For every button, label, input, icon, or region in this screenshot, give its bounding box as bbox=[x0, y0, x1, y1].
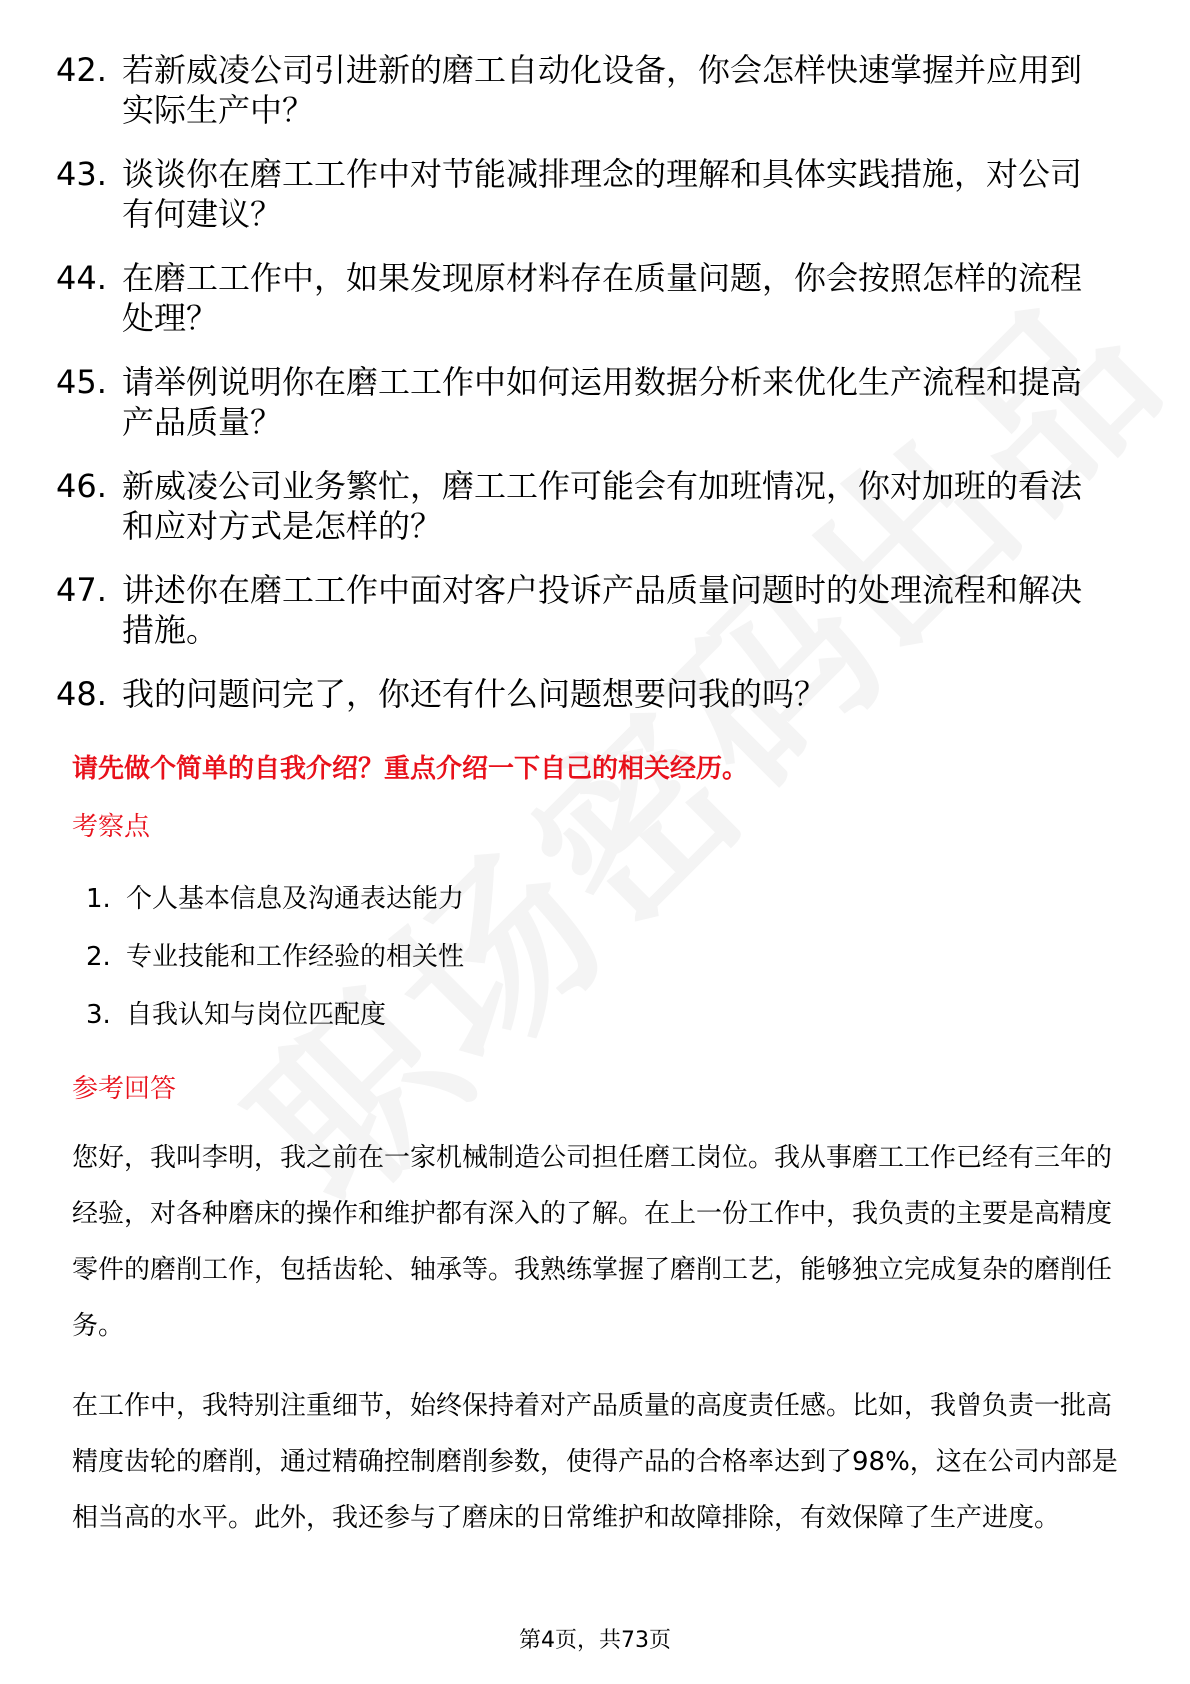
examine-points-label: 考察点 bbox=[72, 812, 151, 842]
question-item bbox=[56, 674, 1106, 714]
question-text: 请举例说明你在磨工工作中如何运用数据分析来优化生产流程和提高产品质量？ bbox=[122, 363, 1083, 441]
list-item-text: 专业技能和工作经验的相关性 bbox=[126, 942, 465, 972]
question-text: 我的问题问完了，你还有什么问题想要问我的吗？ bbox=[122, 675, 827, 713]
question-item bbox=[56, 570, 1106, 650]
question-number: 44. bbox=[56, 259, 107, 297]
question-number: 43. bbox=[56, 155, 107, 193]
question-item bbox=[56, 50, 1106, 130]
answer-paragraph: 您好，我叫李明，我之前在一家机械制造公司担任磨工岗位。我从事磨工工作已经有三年的经验，对各种磨床的操作和维护都有深入的了解。在上一份工作中，我负责的主要是高精度零件的磨削工作，包括齿轮、轴承等。我熟练掌握了磨削工艺，能够独立完成复杂的磨削任务。 bbox=[72, 1143, 1113, 1341]
question-text: 在磨工工作中，如果发现原材料存在质量问题，你会按照怎样的流程处理？ bbox=[122, 259, 1083, 337]
list-item bbox=[86, 998, 464, 1056]
question-number: 42. bbox=[56, 51, 107, 89]
question-number: 45. bbox=[56, 363, 107, 401]
list-item-number: 2. bbox=[86, 942, 111, 972]
list-item-number: 3. bbox=[86, 1000, 111, 1030]
page-footer: 第4页，共73页 bbox=[519, 1628, 671, 1653]
question-item bbox=[56, 466, 1106, 546]
list-item bbox=[86, 940, 464, 998]
question-text: 讲述你在磨工工作中面对客户投诉产品质量问题时的处理流程和解决措施。 bbox=[122, 571, 1083, 649]
list-item bbox=[86, 882, 464, 940]
question-text: 若新威凌公司引进新的磨工自动化设备，你会怎样快速掌握并应用到实际生产中？ bbox=[122, 51, 1083, 129]
question-number: 46. bbox=[56, 467, 107, 505]
list-item-text: 自我认知与岗位匹配度 bbox=[126, 1000, 387, 1030]
question-text: 新威凌公司业务繁忙，磨工工作可能会有加班情况，你对加班的看法和应对方式是怎样的？ bbox=[122, 467, 1083, 545]
question-text: 谈谈你在磨工工作中对节能减排理念的理解和具体实践措施，对公司有何建议？ bbox=[122, 155, 1083, 233]
list-item-text: 个人基本信息及沟通表达能力 bbox=[126, 884, 465, 914]
question-item bbox=[56, 362, 1106, 442]
list-item-number: 1. bbox=[86, 884, 111, 914]
examine-points-list bbox=[86, 882, 464, 1056]
question-item bbox=[56, 258, 1106, 338]
reference-answer-label: 参考回答 bbox=[72, 1074, 177, 1104]
answer-paragraph: 在工作中，我特别注重细节，始终保持着对产品质量的高度责任感。比如，我曾负责一批高精度齿轮的磨削，通过精确控制磨削参数，使得产品的合格率达到了98%，这在公司内部是相当高的水平。此外，我还参与了磨床的日常维护和故障排除，有效保障了生产进度。 bbox=[72, 1391, 1118, 1533]
question-number: 48. bbox=[56, 675, 107, 713]
question-headline: 请先做个简单的自我介绍？重点介绍一下自己的相关经历。 bbox=[72, 754, 749, 784]
question-list bbox=[56, 50, 1106, 738]
question-item bbox=[56, 154, 1106, 234]
question-number: 47. bbox=[56, 571, 107, 609]
